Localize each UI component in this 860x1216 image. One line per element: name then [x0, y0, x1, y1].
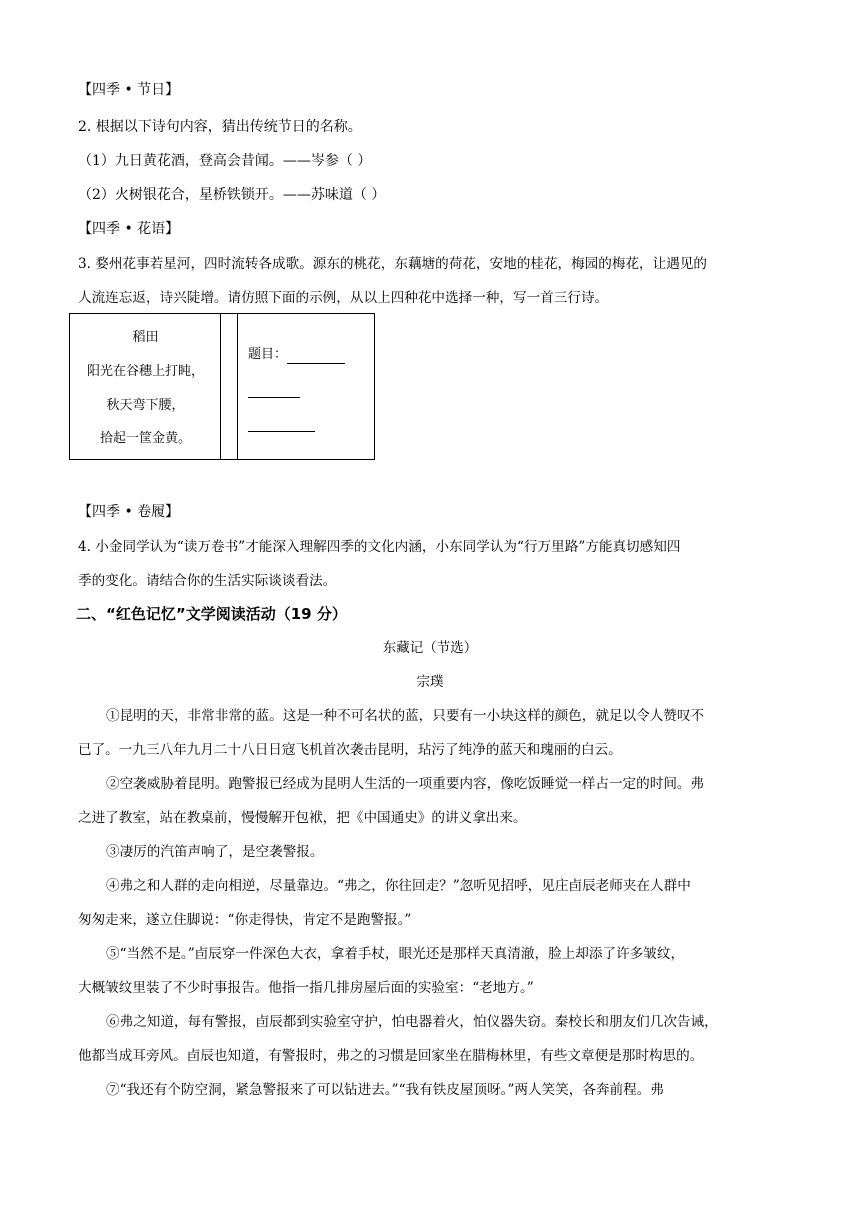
- answer-title-blank[interactable]: [287, 349, 345, 364]
- example-poem-line-2: 秋天弯下腰，: [106, 398, 185, 413]
- article-line: ⑦“我还有个防空洞，紧急警报来了可以钻进去。”“我有铁皮屋顶呀。”两人笑笑，各奔前程。弗: [106, 1082, 664, 1098]
- answer-line-1[interactable]: [248, 380, 300, 398]
- heading-flower: 【四季 • 花语】: [78, 221, 180, 237]
- heading-reading: 【四季 • 卷履】: [78, 504, 180, 520]
- article-line: 之进了教室，站在教桌前，慢慢解开包袱，把《中国通史》的讲义拿出来。: [78, 810, 527, 826]
- article-title: 东藏记（节选）: [382, 640, 478, 656]
- question-2-item-1: （1）九日黄花酒，登高会昔闻。——岑参（ ）: [78, 153, 372, 169]
- article-line: ②空袭威胁着昆明。跑警报已经成为昆明人生活的一项重要内容，像吃饭睡觉一样占一定的时间。弗: [106, 776, 705, 792]
- poem-table: [69, 313, 375, 460]
- article-line: 已了。一九三八年九月二十八日日寇飞机首次袭击昆明，玷污了纯净的蓝天和瑰丽的白云。: [78, 742, 622, 758]
- article-line: ①昆明的天，非常非常的蓝。这是一种不可名状的蓝，只要有一小块这样的颜色，就足以令人赞叹不: [106, 708, 705, 724]
- article-line: ⑤“当然不是。”卣辰穿一件深色大衣，拿着手杖，眼光还是那样天真清澈，脸上却添了许多皱纹，: [106, 946, 685, 962]
- heading-festival: 【四季 • 节日】: [78, 82, 180, 98]
- question-4-line-2: 季的变化。请结合你的生活实际谈谈看法。: [78, 573, 337, 589]
- article-line: ④弗之和人群的走向相逆，尽量靠边。“弗之，你往回走？”忽听见招呼，见庄卣辰老师夹在人群中: [106, 878, 691, 894]
- answer-line-2[interactable]: [248, 414, 315, 432]
- article-line: 匆匆走来，遂立住脚说：“你走得快，肯定不是跑警报。”: [78, 912, 412, 928]
- section-2-heading: 二、“红色记忆”文学阅读活动（19 分）: [76, 605, 347, 623]
- question-3-line-2: 人流连忘返，诗兴陡增。请仿照下面的示例，从以上四种花中选择一种，写一首三行诗。: [78, 290, 609, 306]
- article-line: ③凄厉的汽笛声响了，是空袭警报。: [106, 844, 324, 860]
- answer-cell: [238, 314, 374, 459]
- question-2-stem: 2. 根据以下诗句内容，猜出传统节日的名称。: [78, 119, 362, 135]
- example-poem-cell: [70, 314, 221, 459]
- table-spacer-cell: [221, 314, 238, 459]
- question-3-line-1: 3. 婺州花事若星河，四时流转各成歌。源东的桃花，东藕塘的荷花，安地的桂花，梅园的梅花，让遇见的: [78, 256, 708, 272]
- example-poem-line-3: 拾起一筐金黄。: [99, 431, 191, 446]
- answer-title-label: 题目：: [248, 347, 288, 362]
- article-line: 大概皱纹里装了不少时事报告。他指一指几排房屋后面的实验室：“老地方。”: [78, 980, 534, 996]
- article-author: 宗璞: [416, 674, 444, 690]
- article-line: 他都当成耳旁风。卣辰也知道，有警报时，弗之的习惯是回家坐在腊梅林里，有些文章便是那时构思的。: [78, 1048, 704, 1064]
- article-line: ⑥弗之知道，每有警报，卣辰都到实验室守护，怕电器着火，怕仪器失窃。秦校长和朋友们几次告诫，: [106, 1014, 718, 1030]
- question-2-item-2: （2）火树银花合，星桥铁锁开。——苏味道（ ）: [78, 187, 386, 203]
- example-poem-title: 稻田: [132, 330, 159, 345]
- answer-title-row: [248, 346, 345, 364]
- question-4-line-1: 4. 小金同学认为“读万卷书”才能深入理解四季的文化内涵，小东同学认为“行万里路”方能真切感知四: [78, 539, 681, 555]
- example-poem-line-1: 阳光在谷穗上打盹，: [86, 364, 204, 379]
